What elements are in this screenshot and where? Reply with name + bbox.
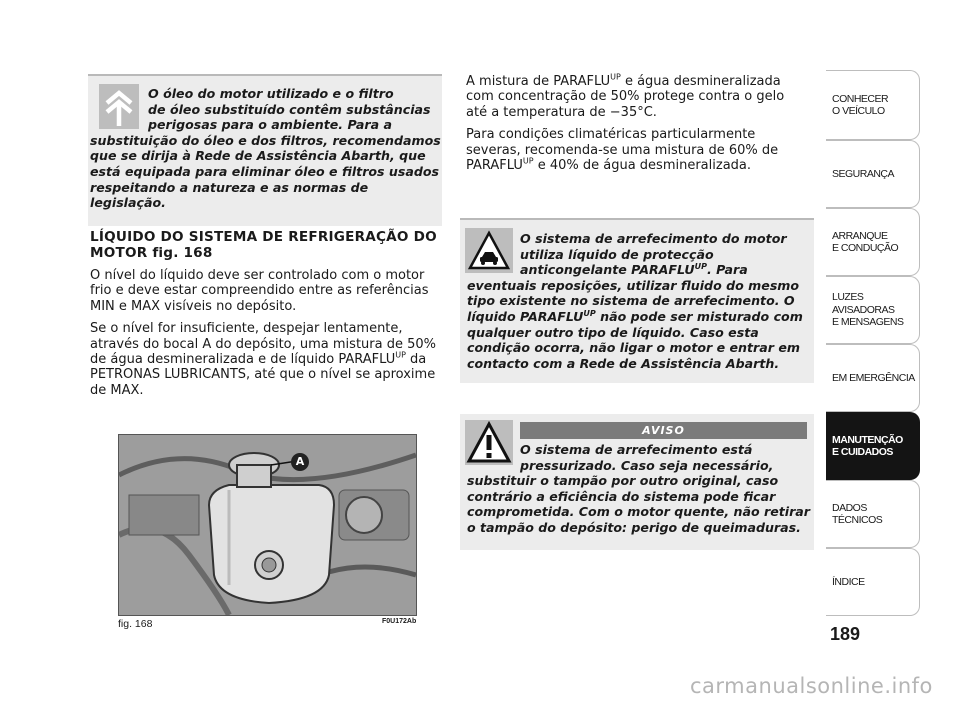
figure-168	[118, 434, 417, 616]
coolant-warning-note	[460, 218, 814, 383]
watermark: carmanualsonline.info	[690, 674, 933, 698]
aviso-warning-box	[460, 414, 814, 550]
aviso-line: O sistema de arrefecimento está	[520, 442, 753, 457]
section-heading	[90, 229, 442, 261]
warning-note-rest: eventuais reposições, utilizar fluido do mesmo tipo existente no sistema de arrefecimento. O líquido $PARAFLU^{UP}$ não pode ser misturado com qualquer outro tipo de líquido. Caso esta condição ocorra, não ligar o motor e entrar em contacto com a Rede de Assistência Abarth.	[467, 277, 803, 371]
oil-environment-note	[88, 74, 442, 226]
sidebar-item-dados[interactable]: DADOS TÉCNICOS	[826, 480, 920, 548]
section-heading-figref: fig. 168	[147, 245, 213, 261]
sidebar-item-emergencia[interactable]: EM EMERGÊNCIA	[826, 344, 920, 412]
aviso-rest: substituir o tampão por outro original, caso contrário a eficiência do sistema pode ficar comprometida. Com o motor quente, não retirar o tampão do depósito: perigo de queimaduras.	[467, 473, 811, 535]
sidebar-item-arranque[interactable]: ARRANQUE E CONDUÇÃO	[826, 208, 920, 276]
mixture-paragraph-1: A mistura de $PARAFLU^{UP}$ e água desmineralizada com concentração de 50% protege contra o gelo até a temperatura de −35°C.	[466, 72, 785, 120]
mixture-paragraph-2: Para condições climatéricas particularmente severas, recomenda-se uma mistura de 60% de $PARAFLU^{UP}$ e 40% de água desmineralizada.	[466, 127, 779, 174]
warning-note-line: utiliza líquido de protecção	[520, 246, 714, 262]
sidebar-item-seguranca[interactable]: SEGURANÇA	[826, 140, 920, 208]
sidebar-item-manutencao[interactable]: MANUTENÇÃO E CUIDADOS	[826, 412, 920, 480]
oil-note-line: de óleo substituído contêm substâncias	[148, 101, 431, 117]
section-heading-title: LÍQUIDO DO SISTEMA DE REFRIGERAÇÃO DO MOTOR	[90, 229, 437, 261]
sidebar-item-indice[interactable]: ÍNDICE	[826, 548, 920, 616]
oil-note-line: O óleo do motor utilizado e o filtro	[148, 86, 394, 101]
oil-note-line: perigosas para o ambiente. Para a	[148, 117, 392, 133]
coolant-section	[90, 229, 442, 405]
mixture-text	[466, 74, 806, 180]
aviso-line: pressurizado. Caso seja necessário,	[520, 457, 774, 473]
oil-note-rest: substituição do óleo e dos filtros, recomendamos que se dirija à Rede de Assistência Abarth, que está equipada para eliminar óleo e filtros usados respeitando a natureza e as normas de legislação.	[90, 132, 441, 211]
figure-label: fig. 168	[118, 618, 153, 630]
engine-bay-illustration	[119, 435, 416, 615]
coolant-paragraph-2: Se o nível for insuficiente, despejar lentamente, através do bocal A do depósito, uma mistura de 50% de água desmineralizada e de líquido $PARAFLU^{UP}$ da PETRONAS LUBRICANTS, até que o nível se aproxime de MAX.	[90, 321, 436, 398]
figure-code: F0U172Ab	[382, 618, 417, 625]
aviso-title: AVISO	[520, 422, 807, 439]
warning-note-line: anticongelante $PARAFLU^{UP}$. Para	[520, 262, 748, 278]
sidebar-item-luzes[interactable]: LUZES AVISADORAS E MENSAGENS	[826, 276, 920, 344]
coolant-paragraph-1: O nível do líquido deve ser controlado com o motor frio e deve estar compreendido entre as referências MIN e MAX visíveis no depósito.	[90, 268, 429, 314]
sidebar-item-conhecer[interactable]: CONHECER O VEÍCULO	[826, 70, 920, 140]
callout-a-badge: A	[291, 453, 309, 471]
warning-note-line: O sistema de arrefecimento do motor	[520, 231, 787, 246]
page-number: 189	[830, 624, 861, 644]
